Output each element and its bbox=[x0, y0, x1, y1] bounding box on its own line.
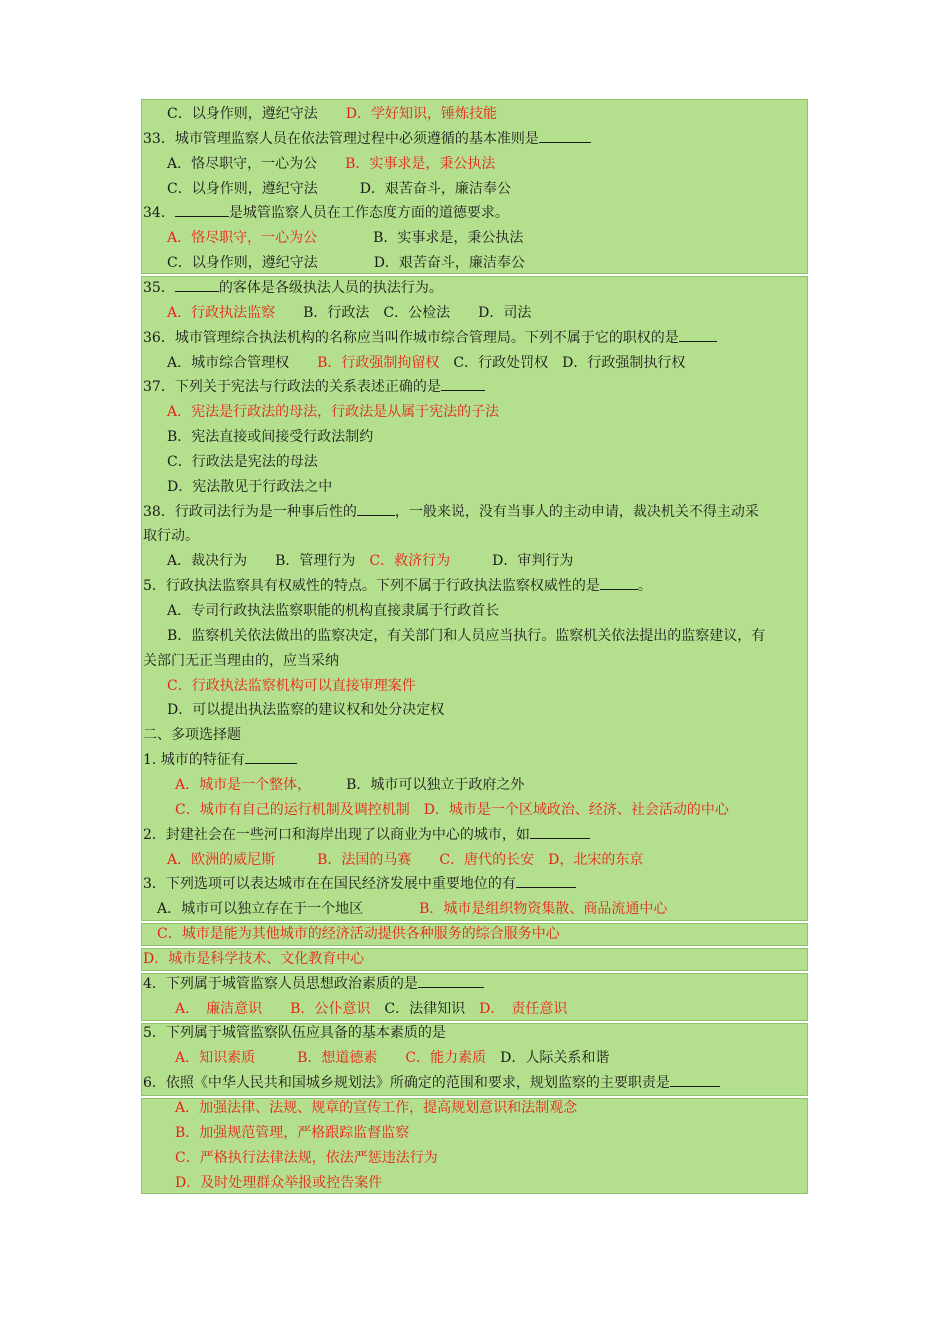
text-run: A．城市是一个整体， bbox=[175, 776, 305, 793]
text-line bbox=[143, 549, 573, 574]
text-run: 关部门无正当理由的，应当采纳 bbox=[143, 652, 339, 669]
text-line bbox=[143, 475, 332, 500]
text-run: C．救济行为 bbox=[369, 553, 451, 570]
text-run: 2．封建社会在一些河口和海岸出现了以商业为中心的城市，如 bbox=[143, 826, 530, 843]
text-run: B．实事求是，秉公执法 bbox=[345, 155, 496, 172]
text-run: B．宪法直接或间接受行政法制约 bbox=[167, 429, 374, 446]
text-run: 3．下列选项可以表达城市在在国民经济发展中重要地位的有 bbox=[143, 876, 516, 893]
text-run: B．城市可以独立于政府之外 bbox=[304, 776, 525, 793]
text-line bbox=[143, 102, 497, 127]
text-run: A．欧洲的威尼斯 B．法国的马赛 C．唐代的长安 D，北宋的东京 bbox=[167, 851, 644, 868]
text-line bbox=[143, 400, 499, 425]
text-run: C．法律知识 bbox=[370, 1000, 480, 1017]
text-line bbox=[143, 773, 524, 798]
text-line bbox=[143, 872, 576, 897]
text-line bbox=[143, 798, 729, 823]
text-line bbox=[143, 947, 364, 972]
text-run: A．恪尽职守，一心为公 bbox=[167, 230, 318, 247]
text-line bbox=[143, 1096, 577, 1121]
text-run: 36．城市管理综合执法机构的名称应当叫作城市综合管理局。下列不属于它的职权的是 bbox=[143, 329, 679, 346]
fill-in-blank bbox=[418, 974, 484, 988]
text-run: ，一般来说，没有当事人的主动申请，裁决机关不得主动采 bbox=[394, 503, 759, 520]
text-run: 。 bbox=[637, 578, 652, 595]
text-line bbox=[143, 1046, 609, 1071]
text-run: B．行政强制拘留权 bbox=[317, 354, 440, 371]
text-run: 6．依照《中华人民共和国城乡规划法》所确定的范围和要求，规划监察的主要职责是 bbox=[143, 1075, 670, 1092]
text-line bbox=[143, 897, 667, 922]
text-run: A．城市可以独立存在于一个地区 bbox=[157, 901, 420, 918]
text-line bbox=[143, 500, 759, 525]
text-line bbox=[143, 226, 523, 251]
text-run: D．及时处理群众举报或控告案件 bbox=[175, 1174, 383, 1191]
text-line bbox=[143, 723, 241, 748]
text-line bbox=[143, 127, 591, 152]
text-line bbox=[143, 674, 416, 699]
text-line bbox=[143, 450, 318, 475]
fill-in-blank bbox=[539, 129, 591, 143]
text-line bbox=[143, 1121, 409, 1146]
text-line bbox=[143, 375, 485, 400]
text-line bbox=[143, 848, 643, 873]
text-line bbox=[143, 748, 297, 773]
text-line bbox=[143, 276, 443, 301]
text-run: 38．行政司法行为是一种事后性的 bbox=[143, 503, 357, 520]
text-line bbox=[143, 177, 511, 202]
text-run: B．实事求是，秉公执法 bbox=[317, 230, 524, 247]
text-line bbox=[143, 251, 525, 276]
text-line bbox=[143, 823, 590, 848]
text-line bbox=[143, 649, 339, 674]
text-run: 取行动。 bbox=[143, 528, 199, 545]
fill-in-blank bbox=[357, 502, 395, 516]
text-run: A．裁决行为 B．管理行为 bbox=[167, 553, 370, 570]
text-run: A． 廉洁意识 B．公仆意识 bbox=[175, 1000, 371, 1017]
text-run: C．以身作则，遵纪守法 D．艰苦奋斗，廉洁奉公 bbox=[167, 255, 525, 272]
text-run: 5．下列属于城管监察队伍应具备的基本素质的是 bbox=[143, 1025, 446, 1042]
text-line bbox=[143, 152, 495, 177]
text-run: A．行政执法监察 bbox=[167, 304, 276, 321]
text-run: B．加强规范管理，严格跟踪监督监察 bbox=[175, 1124, 410, 1141]
text-run: D．学好知识，锤炼技能 bbox=[345, 106, 497, 122]
text-run: 的客体是各级执法人员的执法行为。 bbox=[218, 279, 443, 296]
fill-in-blank bbox=[516, 874, 576, 888]
text-line bbox=[143, 599, 499, 624]
text-line bbox=[143, 326, 717, 351]
text-run: 37．下列关于宪法与行政法的关系表述正确的是 bbox=[143, 379, 441, 396]
fill-in-blank bbox=[245, 750, 297, 764]
text-run: C．城市是能为其他城市的经济活动提供各种服务的综合服务中心 bbox=[157, 926, 560, 943]
text-line bbox=[143, 1071, 720, 1096]
text-line bbox=[143, 301, 531, 326]
text-run: D．城市是科学技术、文化教育中心 bbox=[143, 950, 365, 967]
text-line bbox=[143, 698, 444, 723]
text-run: D． 责任意识 bbox=[479, 1000, 568, 1017]
text-line bbox=[143, 425, 373, 450]
fill-in-blank bbox=[600, 576, 638, 590]
text-run: A．加强法律、法规、规章的宣传工作，提高规划意识和法制观念 bbox=[175, 1100, 578, 1116]
fill-in-blank bbox=[175, 203, 229, 217]
text-run: C．行政执法监察机构可以直接审理案件 bbox=[167, 677, 416, 694]
text-run: 1. 城市的特征有 bbox=[143, 752, 245, 769]
text-run: D．审判行为 bbox=[450, 553, 574, 570]
text-run: C．行政法是宪法的母法 bbox=[167, 453, 318, 470]
text-run: 35． bbox=[143, 279, 175, 296]
text-run: A．城市综合管理权 bbox=[167, 354, 318, 371]
text-line bbox=[143, 351, 685, 376]
text-run: B．行政法 C．公检法 D．司法 bbox=[275, 304, 532, 321]
text-line bbox=[143, 1146, 438, 1171]
text-run: 5．行政执法监察具有权威性的特点。下列不属于行政执法监察权威性的是 bbox=[143, 578, 600, 595]
fill-in-blank bbox=[175, 278, 219, 292]
text-run: 4．下列属于城管监察人员思想政治素质的是 bbox=[143, 975, 418, 992]
text-run: A．恪尽职守，一心为公 bbox=[167, 155, 346, 172]
text-line bbox=[143, 997, 567, 1022]
text-run: A．专司行政执法监察职能的机构直接隶属于行政首长 bbox=[167, 603, 500, 619]
text-run: A．知识素质 B．想道德素 C．能力素质 bbox=[175, 1050, 487, 1067]
text-line bbox=[143, 1021, 446, 1046]
text-run: B．监察机关依法做出的监察决定，有关部门和人员应当执行。监察机关依法提出的监察建议，有 bbox=[167, 627, 766, 644]
text-line bbox=[143, 201, 509, 226]
text-run: C．城市有自己的运行机制及调控机制 D．城市是一个区域政治、经济、社会活动的中心 bbox=[175, 801, 729, 818]
text-run: C．行政处罚权 D．行政强制执行权 bbox=[439, 354, 686, 371]
fill-in-blank bbox=[670, 1073, 720, 1087]
text-run: 33．城市管理监察人员在依法管理过程中必须遵循的基本准则是 bbox=[143, 130, 539, 147]
text-run: C．严格执行法律法规，依法严惩违法行为 bbox=[175, 1149, 438, 1166]
fill-in-blank bbox=[441, 377, 485, 391]
fill-in-blank bbox=[679, 328, 717, 342]
fill-in-blank bbox=[530, 825, 590, 839]
text-run: B．城市是组织物资集散、商品流通中心 bbox=[419, 901, 668, 918]
text-run: 34． bbox=[143, 205, 175, 222]
text-line bbox=[143, 972, 484, 997]
text-run: D．人际关系和谐 bbox=[486, 1050, 610, 1067]
text-run: 二、多项选择题 bbox=[143, 727, 241, 744]
text-run: C．以身作则，遵纪守法 D．艰苦奋斗，廉洁奉公 bbox=[167, 180, 511, 197]
text-run: 是城管监察人员在工作态度方面的道德要求。 bbox=[228, 205, 509, 222]
text-line bbox=[143, 922, 560, 947]
text-line bbox=[143, 624, 765, 649]
text-run: D．宪法散见于行政法之中 bbox=[167, 478, 333, 495]
text-line bbox=[143, 524, 199, 549]
text-line bbox=[143, 1171, 382, 1196]
text-line bbox=[143, 574, 652, 599]
text-run: D．可以提出执法监察的建议权和处分决定权 bbox=[167, 702, 445, 719]
text-run: C．以身作则，遵纪守法 bbox=[167, 106, 346, 122]
text-run: A．宪法是行政法的母法，行政法是从属于宪法的子法 bbox=[167, 404, 500, 421]
